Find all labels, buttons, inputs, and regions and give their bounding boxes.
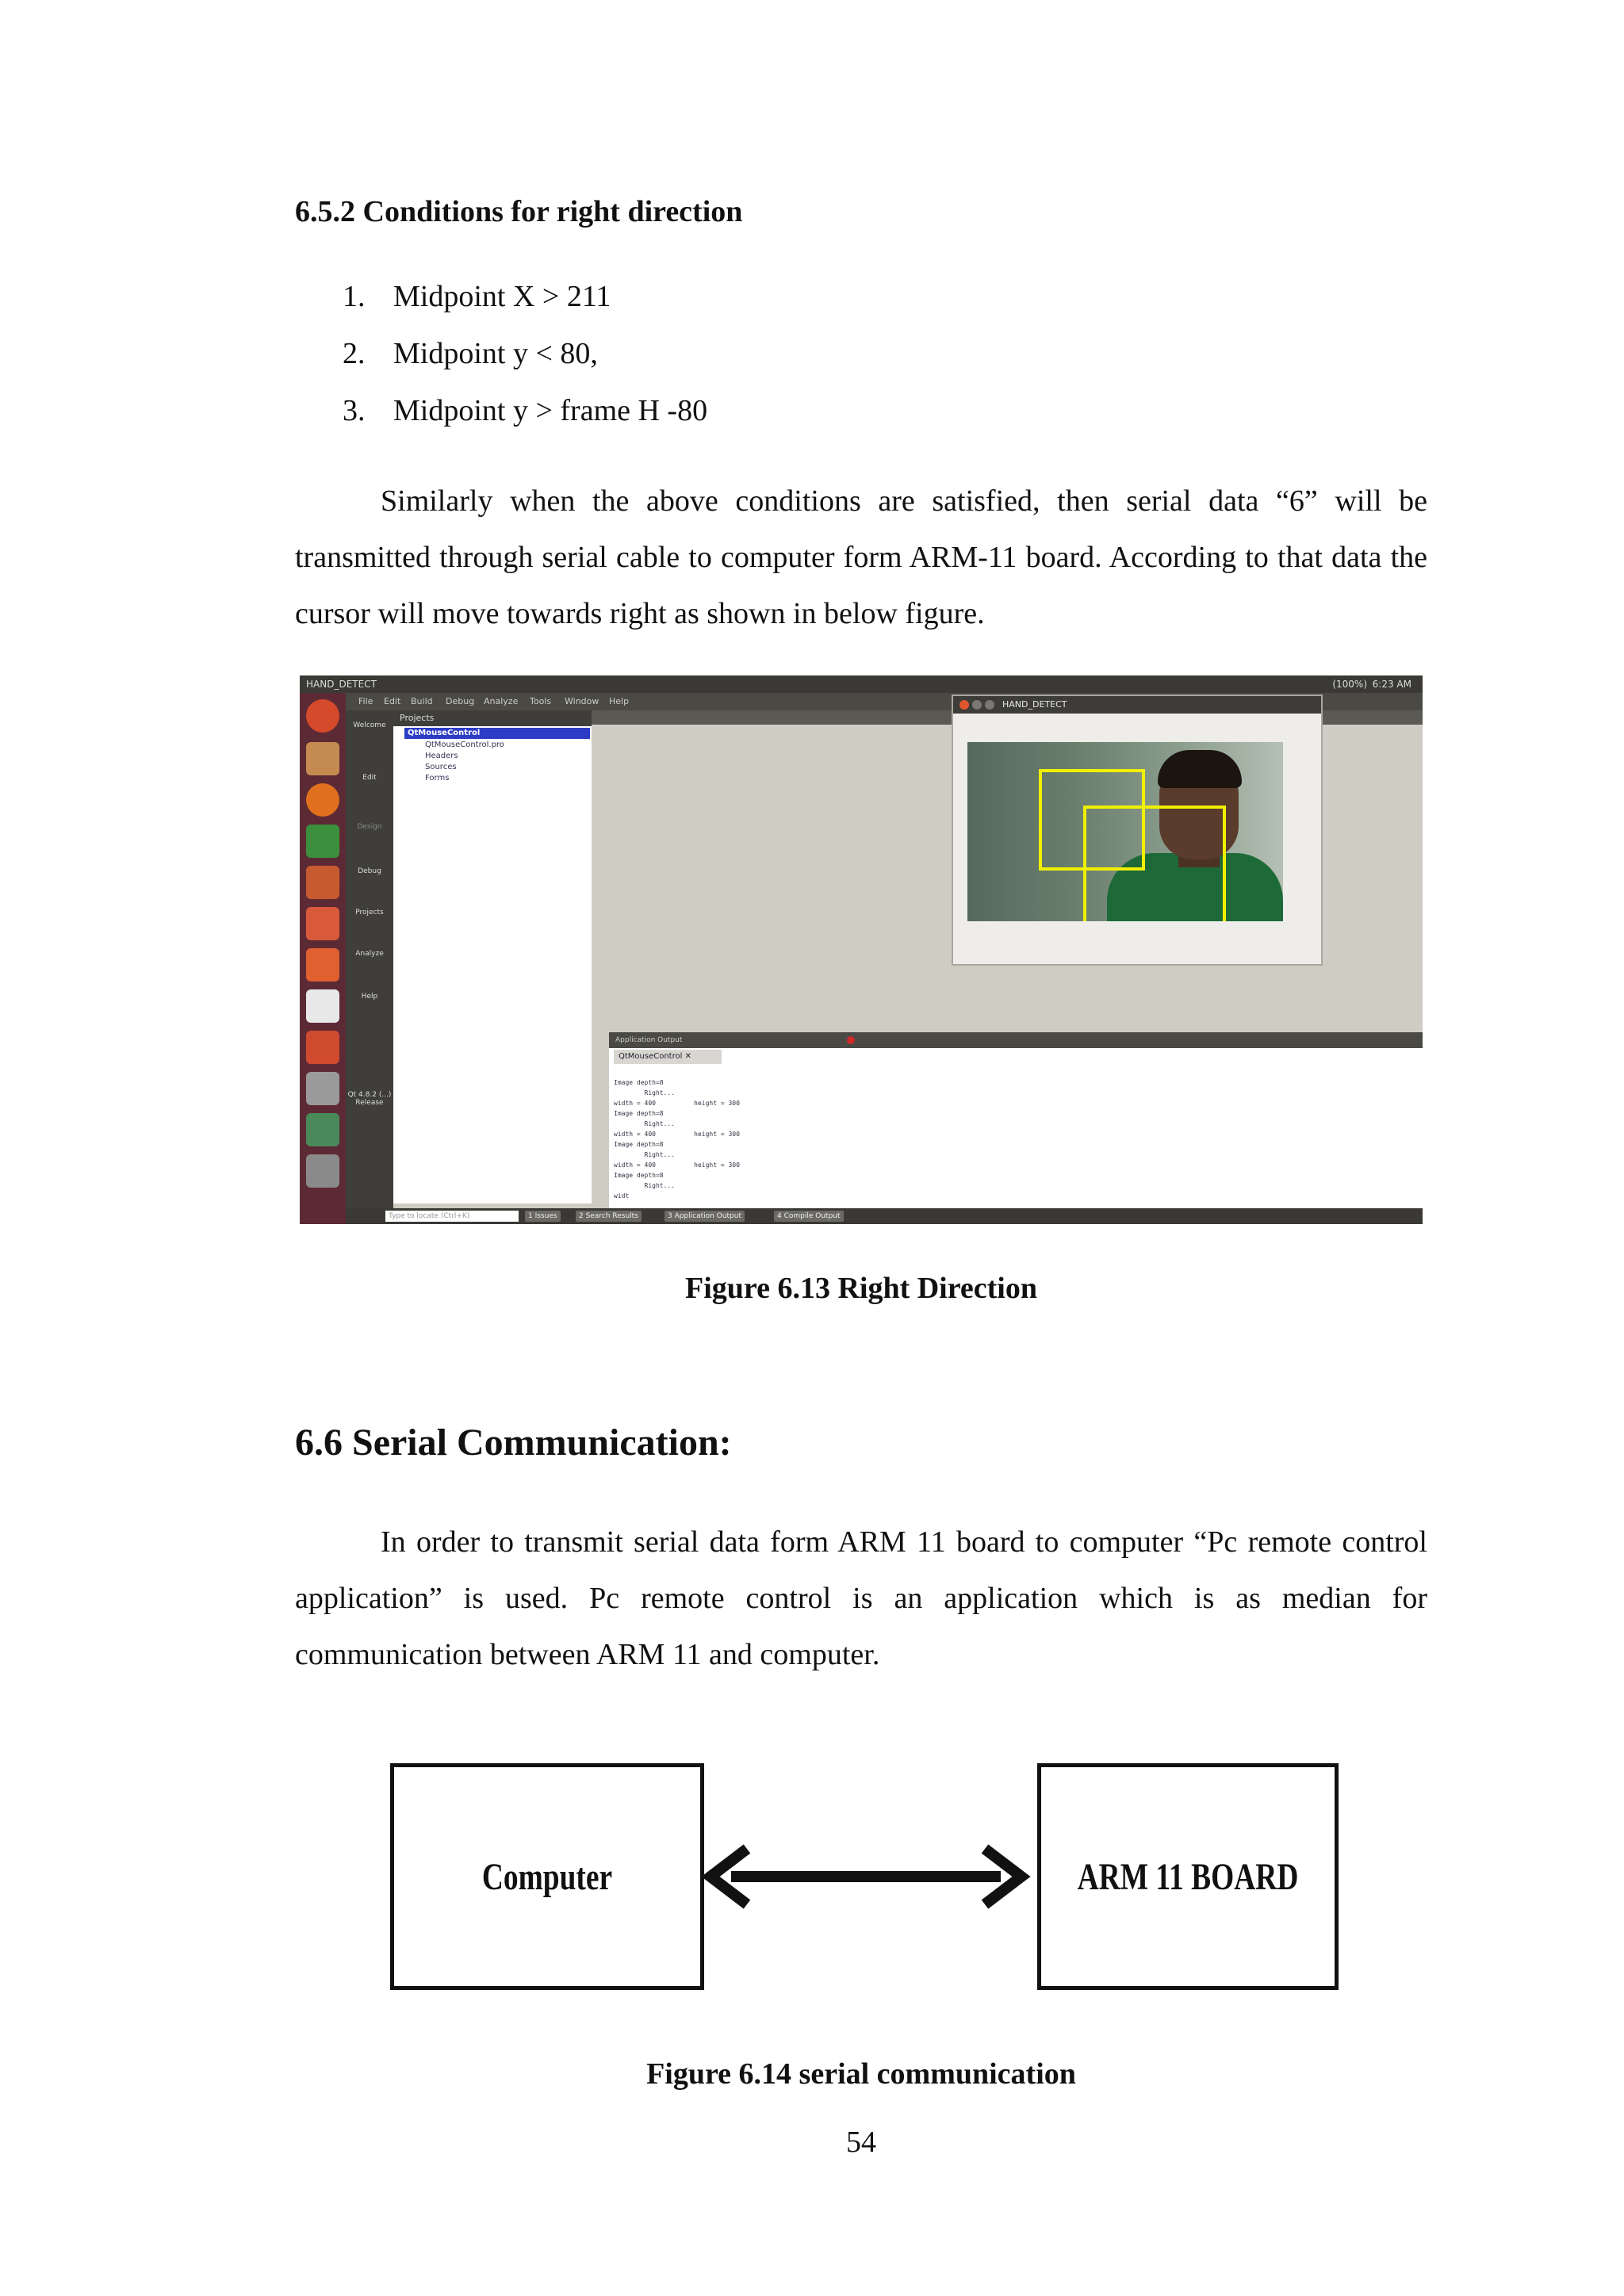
status-bar <box>346 1208 1423 1224</box>
output-panel-title: Application Output <box>615 1036 683 1044</box>
application-output-panel <box>609 1032 1423 1211</box>
camera-feed <box>967 742 1283 921</box>
figure-screenshot-right-direction <box>300 675 1423 1224</box>
menu-analyze[interactable]: Analyze <box>484 696 519 706</box>
files-icon[interactable] <box>306 742 339 775</box>
window-title: HAND_DETECT <box>306 679 377 690</box>
ubuntu-icon[interactable] <box>306 699 339 733</box>
mode-projects[interactable]: Projects <box>355 909 384 916</box>
menu-file[interactable]: File <box>358 696 373 706</box>
arm11-board-label: ARM 11 BOARD <box>1077 1855 1299 1898</box>
amazon-icon[interactable] <box>306 989 339 1023</box>
conditions-list <box>343 268 707 439</box>
mode-analyze[interactable]: Analyze <box>355 950 384 958</box>
settings-icon[interactable] <box>306 1072 339 1105</box>
camera-window-title: HAND_DETECT <box>1002 699 1067 710</box>
os-top-bar <box>300 675 1423 693</box>
build-target[interactable]: Qt 4.8.2 (...) Release <box>347 1091 392 1107</box>
menu-tools[interactable]: Tools <box>530 696 552 706</box>
stop-icon[interactable] <box>847 1036 855 1044</box>
output-tab[interactable]: QtMouseControl ✕ <box>614 1050 722 1064</box>
ubuntu-one-icon[interactable] <box>306 948 339 982</box>
mode-welcome[interactable]: Welcome <box>353 721 386 729</box>
menu-edit[interactable]: Edit <box>384 696 401 706</box>
output-text: Image depth=8 Right... width = 400 height = 300 Image depth=8 Right... width = 400 height = 300 Image depth=8 Right... width = 400 height = 300 Image depth=8 Right... widt <box>614 1079 740 1200</box>
bidirectional-arrow <box>699 1843 1032 1911</box>
list-item: 1. Midpoint X > 211 <box>343 280 611 313</box>
minimize-icon[interactable] <box>972 700 982 710</box>
computer-label: Computer <box>481 1855 613 1898</box>
computer-box <box>390 1763 704 1990</box>
launcher <box>300 693 346 1224</box>
projects-panel-header: Projects <box>393 710 592 726</box>
tree-item-pro[interactable]: QtMouseControl.pro <box>425 740 504 749</box>
subsection-heading: 6.5.2 Conditions for right direction <box>295 195 743 228</box>
tree-item-headers[interactable]: Headers <box>425 752 458 760</box>
mode-debug[interactable]: Debug <box>358 867 381 875</box>
mode-edit[interactable]: Edit <box>362 774 377 782</box>
tracking-box-current <box>1083 806 1226 921</box>
menu-build[interactable]: Build <box>411 696 433 706</box>
menu-window[interactable]: Window <box>565 696 599 706</box>
menu-help[interactable]: Help <box>609 696 630 706</box>
tree-item-forms[interactable]: Forms <box>425 774 450 783</box>
software-center-icon[interactable] <box>306 907 339 940</box>
menu-debug[interactable]: Debug <box>446 696 475 706</box>
monitor-icon[interactable] <box>306 1113 339 1146</box>
mode-help[interactable]: Help <box>361 993 378 1001</box>
tree-item-sources[interactable]: Sources <box>425 763 457 771</box>
camera-window <box>952 695 1323 966</box>
paragraph-serial-communication: In order to transmit serial data form ARM 11 board to computer “Pc remote control application” is used. Pc remote control is an application which is as median for communication between ARM 11 and computer. <box>295 1525 1427 1671</box>
trash-icon[interactable] <box>306 1154 339 1188</box>
mode-design[interactable]: Design <box>357 823 382 831</box>
figure-caption-6-13: Figure 6.13 Right Direction <box>685 1272 1037 1305</box>
presentation-icon[interactable] <box>306 866 339 899</box>
maximize-icon[interactable] <box>985 700 994 710</box>
page-number: 54 <box>846 2126 876 2159</box>
status-tab-compile-output[interactable]: 4 Compile Output <box>774 1211 844 1222</box>
ubuntu-one-music-icon[interactable] <box>306 1031 339 1064</box>
locator-input[interactable]: Type to locate (Ctrl+K) <box>385 1211 519 1222</box>
projects-panel <box>393 710 592 1203</box>
arm11-board-box <box>1037 1763 1339 1990</box>
serial-communication-diagram <box>390 1763 1339 1990</box>
output-toolbar <box>609 1032 1423 1048</box>
clock: 6:23 AM <box>1372 679 1411 690</box>
section-heading: 6.6 Serial Communication: <box>295 1422 732 1464</box>
firefox-icon[interactable] <box>306 783 339 817</box>
mode-bar <box>346 710 393 1224</box>
status-tab-issues[interactable]: 1 Issues <box>525 1211 561 1222</box>
camera-window-titlebar <box>953 696 1321 714</box>
list-item: 2. Midpoint y < 80, <box>343 337 598 370</box>
project-root[interactable]: QtMouseControl <box>404 728 590 739</box>
status-tab-search[interactable]: 2 Search Results <box>576 1211 642 1222</box>
status-tab-app-output[interactable]: 3 Application Output <box>665 1211 745 1222</box>
paragraph-right-direction: Similarly when the above conditions are satisfied, then serial data “6” will be transmitted through serial cable to computer form ARM-11 board. According to that data the cursor will move towards right as shown in below figure. <box>295 484 1427 630</box>
spreadsheet-icon[interactable] <box>306 825 339 858</box>
close-icon[interactable] <box>959 700 969 710</box>
list-item: 3. Midpoint y > frame H -80 <box>343 394 708 427</box>
person-hair <box>1158 750 1242 788</box>
figure-caption-6-14: Figure 6.14 serial communication <box>646 2057 1076 2091</box>
battery-text: (100%) <box>1332 679 1367 690</box>
